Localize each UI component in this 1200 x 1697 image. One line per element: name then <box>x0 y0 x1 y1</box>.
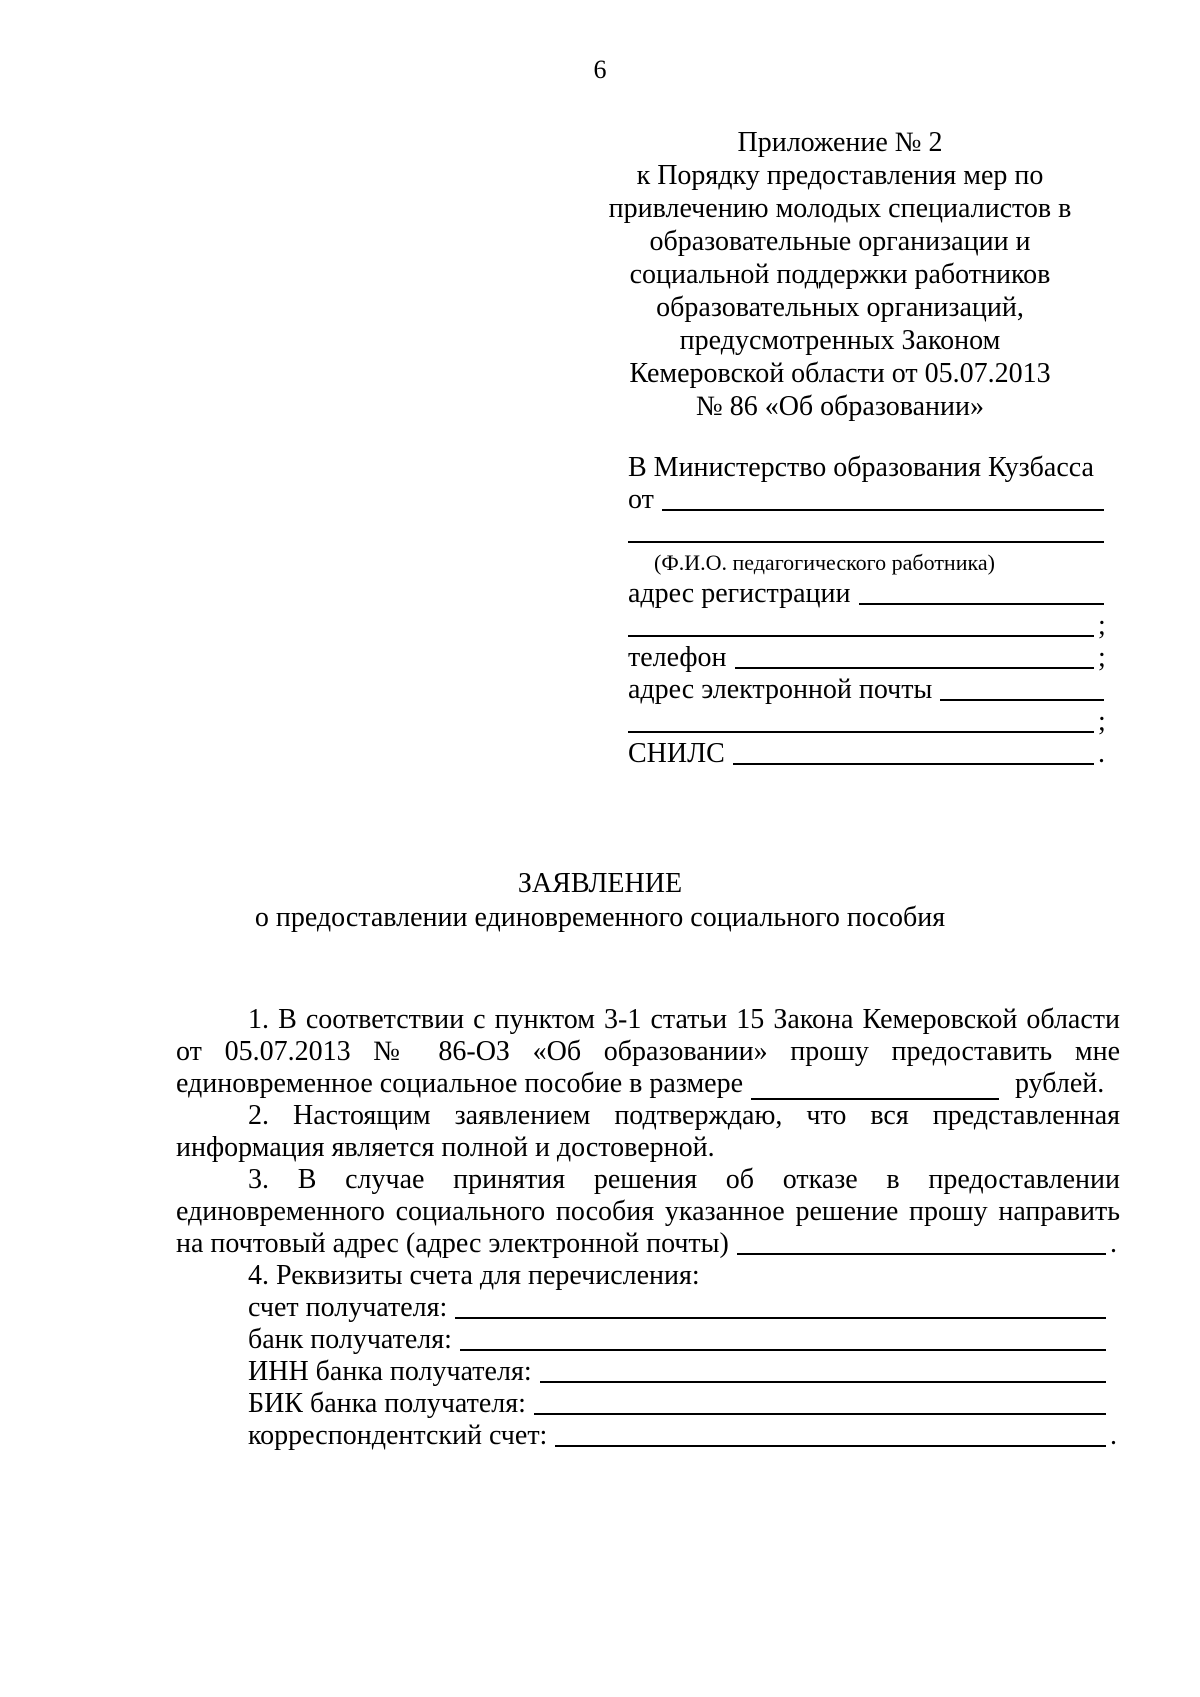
reg-address-label: адрес регистрации <box>628 578 851 609</box>
mail-address-field[interactable] <box>737 1253 1106 1255</box>
phone-label: телефон <box>628 642 727 673</box>
reg-address-row <box>628 578 1108 610</box>
bank-bik-field[interactable] <box>534 1413 1106 1415</box>
paragraph-3-line-3 <box>176 1228 1120 1260</box>
appendix-line: Приложение № 2 <box>737 127 943 158</box>
period: . <box>1110 1420 1117 1451</box>
reg-address-field[interactable] <box>859 603 1104 605</box>
requisite-bank <box>248 1324 1120 1356</box>
bank-field[interactable] <box>460 1349 1106 1351</box>
fio-caption <box>628 548 1108 578</box>
page-number: 6 <box>593 55 607 84</box>
requisite-account <box>248 1292 1120 1324</box>
requisite-label: корреспондентский счет: <box>248 1420 548 1451</box>
snils-label: СНИЛС <box>628 738 725 769</box>
snils-row <box>628 738 1108 770</box>
paragraph-2-line-2: информация является полной и достоверной. <box>176 1132 715 1163</box>
semicolon: ; <box>1098 642 1106 673</box>
addressee-to-text: В Министерство образования Кузбасса <box>628 452 1094 483</box>
from-field[interactable] <box>662 509 1104 511</box>
fio-caption-text: (Ф.И.О. педагогического работника) <box>654 550 995 575</box>
email-row-2 <box>628 706 1108 738</box>
paragraph-1-line-3 <box>176 1068 1120 1100</box>
rubles-label: рублей. <box>1015 1068 1105 1099</box>
requisite-label: ИНН банка получателя: <box>248 1356 532 1387</box>
from-row-2 <box>628 516 1108 548</box>
paragraph-1-line-1: 1. В соответствии с пунктом 3-1 статьи 15 Закона Кемеровской области <box>248 1004 1120 1035</box>
reg-address-row-2 <box>628 610 1108 642</box>
mail-address-label: на почтовый адрес (адрес электронной почты) <box>176 1228 729 1259</box>
semicolon: ; <box>1098 610 1106 641</box>
semicolon: ; <box>1098 706 1106 737</box>
amount-label: единовременное социальное пособие в размере <box>176 1068 744 1099</box>
from-field-2[interactable] <box>628 541 1104 543</box>
paragraph-3-line-1: 3. В случае принятия решения об отказе в предоставлении <box>248 1164 1120 1195</box>
email-field-2[interactable] <box>628 731 1094 733</box>
paragraph-2-line-1: 2. Настоящим заявлением подтверждаю, что вся представленная <box>248 1100 1120 1131</box>
statement-body <box>176 1004 1120 1452</box>
paragraph-4-title: 4. Реквизиты счета для перечисления: <box>248 1260 700 1291</box>
phone-field[interactable] <box>735 667 1094 669</box>
requisites-list <box>176 1292 1120 1452</box>
statement-title: ЗАЯВЛЕНИЕ <box>517 868 683 899</box>
snils-field[interactable] <box>733 763 1094 765</box>
appendix-line: к Порядку предоставления мер по <box>636 160 1044 191</box>
from-label: от <box>628 484 654 515</box>
appendix-header <box>560 126 1120 423</box>
corr-account-field[interactable] <box>555 1445 1106 1447</box>
period: . <box>1110 1228 1117 1259</box>
period: . <box>1098 738 1105 769</box>
requisite-corr-account <box>248 1420 1120 1452</box>
addressee-to <box>628 452 1108 484</box>
requisite-label: банк получателя: <box>248 1324 452 1355</box>
from-row <box>628 484 1108 516</box>
email-label: адрес электронной почты <box>628 674 933 705</box>
appendix-line: образовательные организации и <box>649 226 1031 257</box>
email-field[interactable] <box>940 699 1104 701</box>
appendix-line: образовательных организаций, <box>656 292 1024 323</box>
account-field[interactable] <box>455 1317 1106 1319</box>
paragraph-1-line-2: от 05.07.2013 № 86-ОЗ «Об образовании» прошу предоставить мне <box>176 1036 1120 1067</box>
paragraph-3-line-2: единовременного социального пособия указанное решение прошу направить <box>176 1196 1120 1227</box>
requisite-bank-bik <box>248 1388 1120 1420</box>
statement-subtitle: о предоставлении единовременного социального пособия <box>254 902 946 933</box>
appendix-line: предусмотренных Законом <box>679 325 1001 356</box>
appendix-line: № 86 «Об образовании» <box>696 391 984 422</box>
bank-inn-field[interactable] <box>540 1381 1106 1383</box>
requisite-label: БИК банка получателя: <box>248 1388 526 1419</box>
appendix-line: Кемеровской области от 05.07.2013 <box>629 358 1051 389</box>
email-row <box>628 674 1108 706</box>
appendix-line: привлечению молодых специалистов в <box>608 193 1072 224</box>
amount-field[interactable] <box>751 1076 999 1100</box>
reg-address-field-2[interactable] <box>628 635 1094 637</box>
requisite-label: счет получателя: <box>248 1292 448 1323</box>
phone-row <box>628 642 1108 674</box>
addressee-block <box>628 452 1108 770</box>
requisite-bank-inn <box>248 1356 1120 1388</box>
appendix-line: социальной поддержки работников <box>629 259 1051 290</box>
